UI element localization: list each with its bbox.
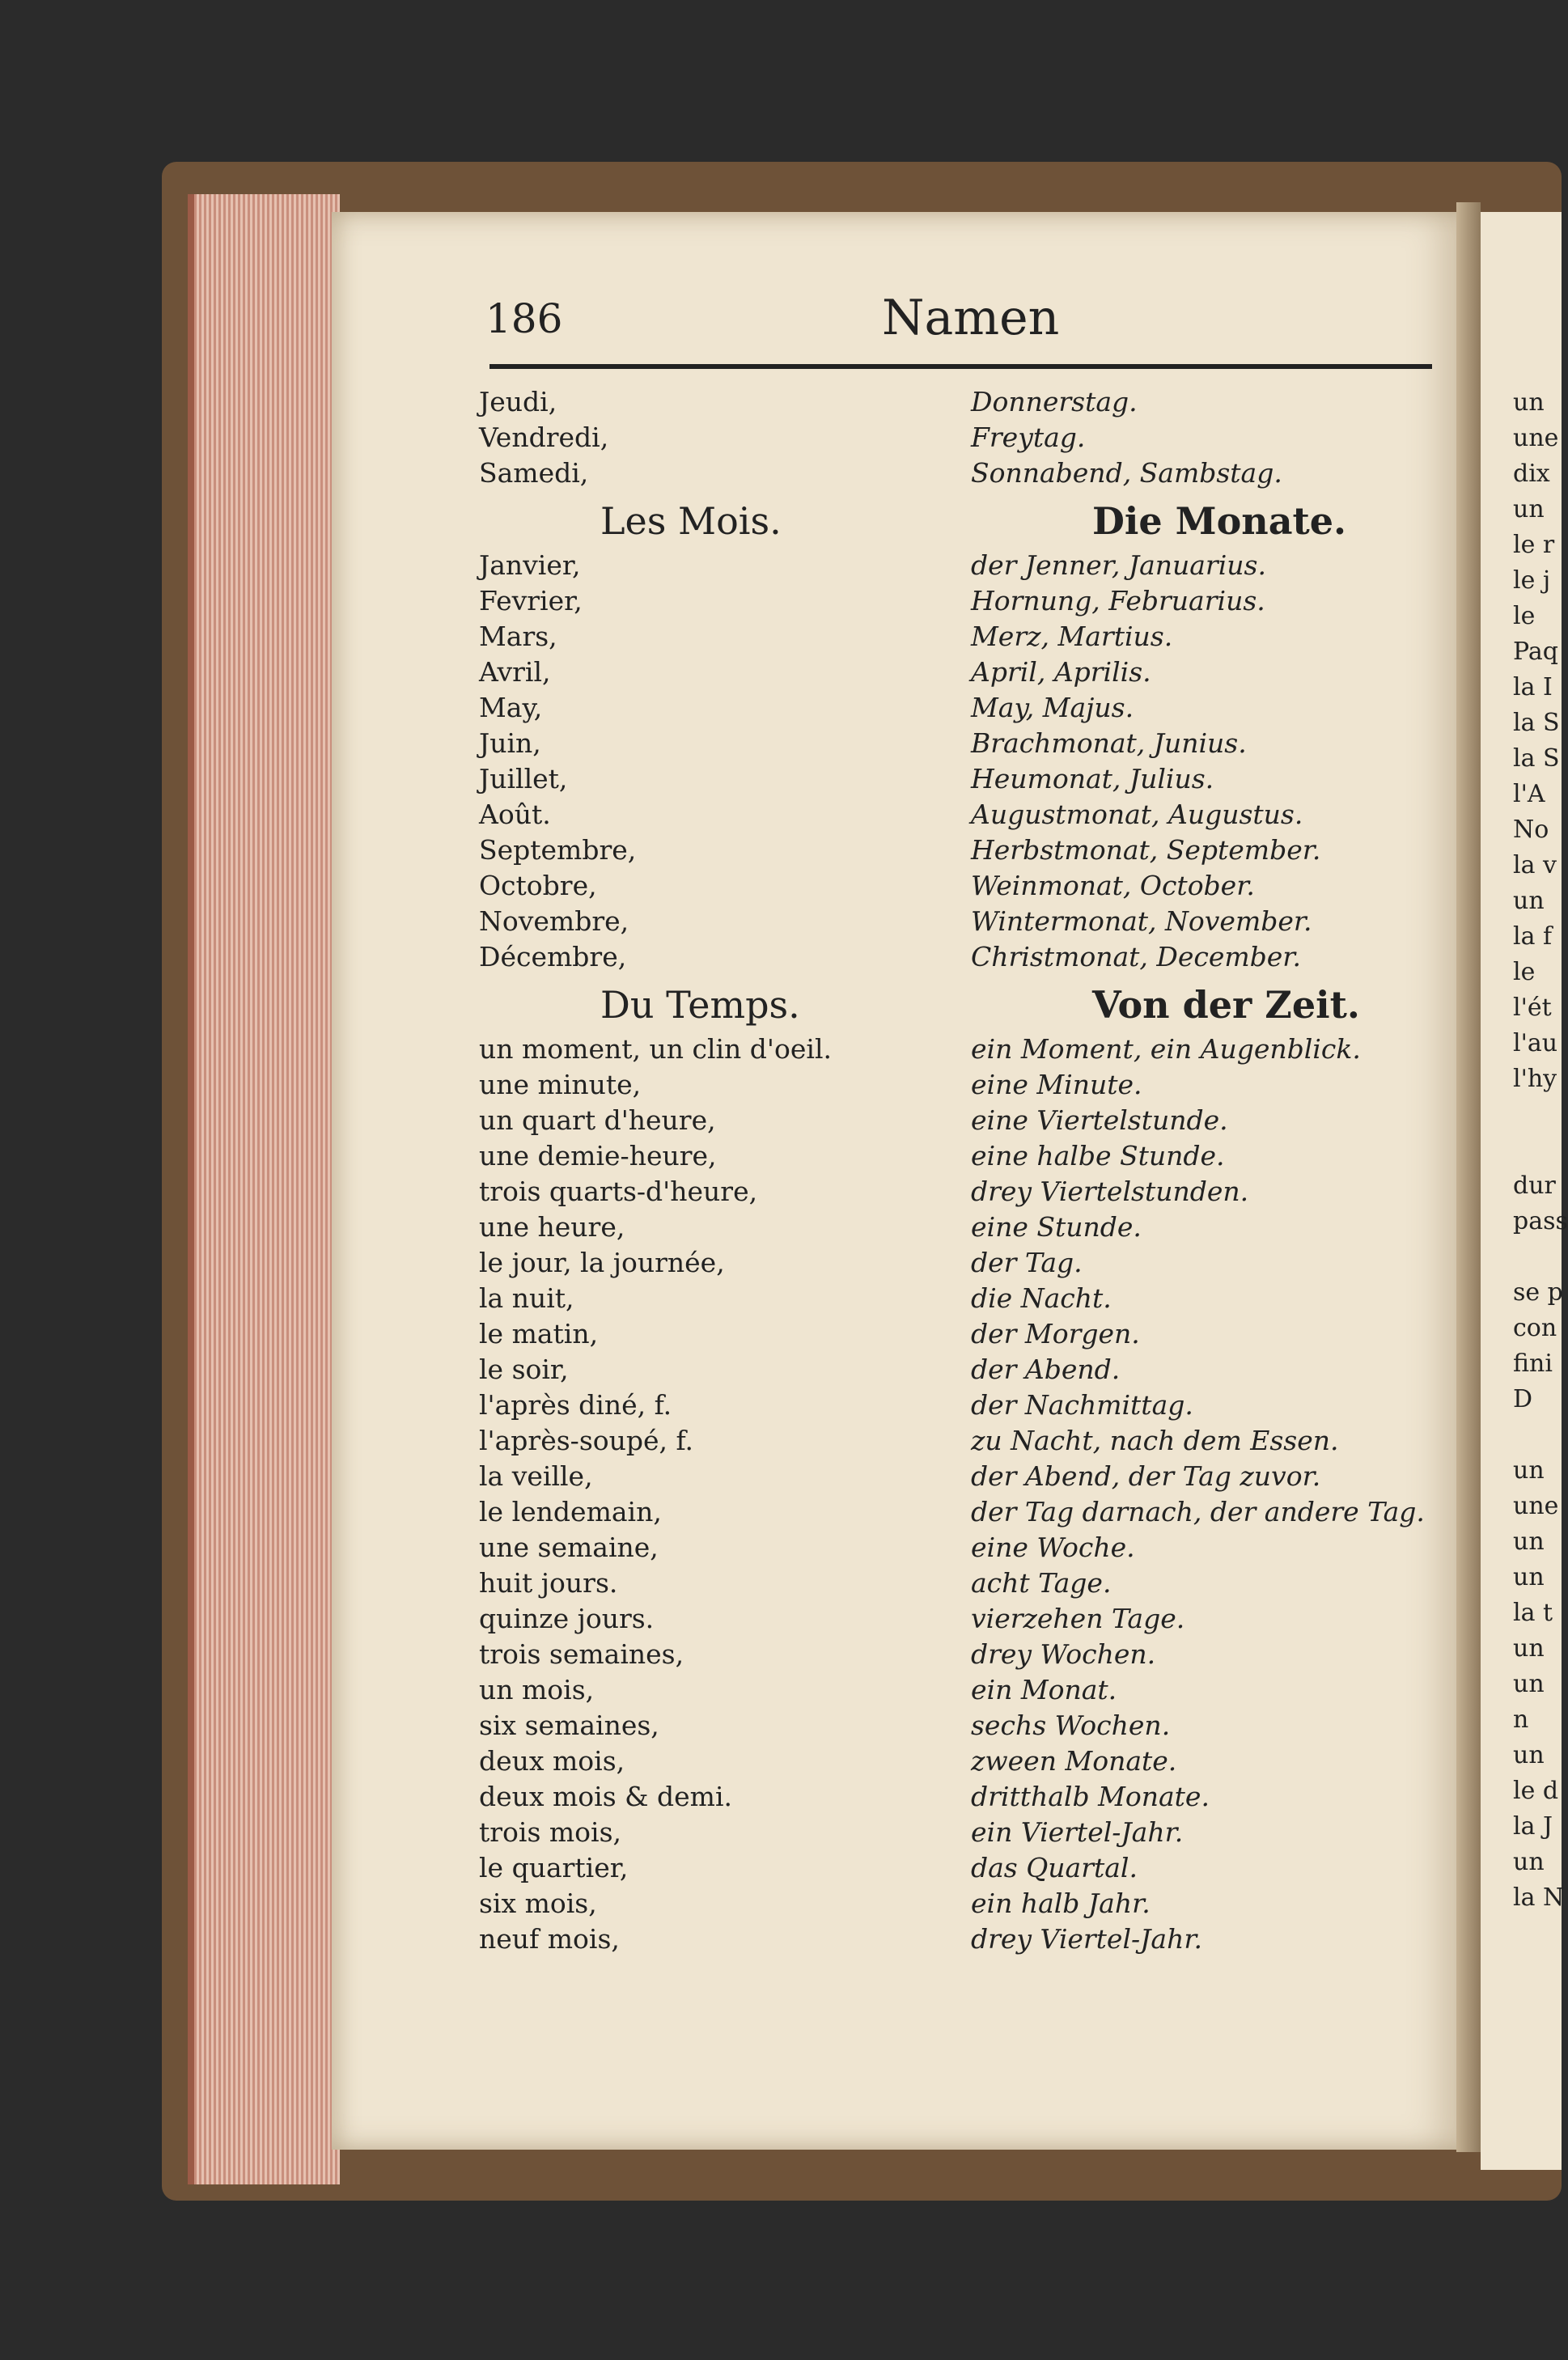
page-number: 186 xyxy=(485,295,563,342)
next-page-edge-line: No xyxy=(1513,816,1549,844)
next-page-edge-line: D xyxy=(1513,1385,1533,1413)
german-entry: der Jenner, Januarius. xyxy=(971,549,1266,581)
french-entry: quinze jours. xyxy=(479,1603,655,1634)
german-entry: Hornung, Februarius. xyxy=(971,585,1265,616)
french-entry: Mars, xyxy=(479,621,557,652)
german-entry: ein halb Jahr. xyxy=(971,1888,1151,1919)
next-page-edge-line: un xyxy=(1513,1563,1545,1591)
french-column xyxy=(479,384,932,1957)
next-page-edge-line: n xyxy=(1513,1705,1529,1734)
french-entry: une semaine, xyxy=(479,1532,659,1563)
german-column xyxy=(971,384,1440,1957)
page-edges xyxy=(188,194,340,2184)
german-entry: Christmonat, December. xyxy=(971,941,1301,972)
french-entry: Décembre, xyxy=(479,941,627,972)
german-entry: May, Majus. xyxy=(971,692,1134,723)
french-section-heading: Les Mois. xyxy=(600,499,782,543)
german-entry: das Quartal. xyxy=(971,1852,1138,1883)
german-entry: Weinmonat, October. xyxy=(971,870,1255,901)
german-entry: ein Viertel-Jahr. xyxy=(971,1816,1184,1848)
french-entry: l'après diné, f. xyxy=(479,1389,672,1421)
german-entry: sechs Wochen. xyxy=(971,1710,1171,1741)
french-section-heading: Du Temps. xyxy=(600,983,800,1027)
next-page-edge-line: le r xyxy=(1513,531,1555,559)
german-entry: zu Nacht, nach dem Essen. xyxy=(971,1425,1339,1456)
next-page-edge-line: la f xyxy=(1513,922,1553,951)
french-entry: Fevrier, xyxy=(479,585,583,616)
next-page-edge-line: un xyxy=(1513,1670,1545,1698)
german-entry: Freytag. xyxy=(971,422,1086,453)
next-page-edge-line: la S xyxy=(1513,744,1560,773)
french-entry: le matin, xyxy=(479,1318,599,1349)
german-entry: eine Viertelstunde. xyxy=(971,1104,1228,1136)
french-entry: Août. xyxy=(479,799,551,830)
gutter xyxy=(1456,202,1481,2152)
german-entry: eine Woche. xyxy=(971,1532,1135,1563)
french-entry: le quartier, xyxy=(479,1852,629,1883)
french-entry: May, xyxy=(479,692,543,723)
french-entry: la nuit, xyxy=(479,1282,574,1314)
french-entry: huit jours. xyxy=(479,1567,618,1599)
french-entry: Janvier, xyxy=(479,549,581,581)
french-entry: deux mois, xyxy=(479,1745,625,1777)
next-page-edge-line: le xyxy=(1513,602,1536,630)
german-entry: Merz, Martius. xyxy=(971,621,1173,652)
german-entry: ein Monat. xyxy=(971,1674,1117,1705)
german-entry: der Nachmittag. xyxy=(971,1389,1193,1421)
german-entry: Sonnabend, Sambstag. xyxy=(971,457,1282,489)
next-page-edge-line: un xyxy=(1513,1634,1545,1663)
french-entry: deux mois & demi. xyxy=(479,1781,733,1812)
french-entry: la veille, xyxy=(479,1460,593,1492)
next-page-edge-line: la t xyxy=(1513,1599,1553,1627)
french-entry: neuf mois, xyxy=(479,1923,620,1955)
german-entry: zween Monate. xyxy=(971,1745,1177,1777)
next-page-edge-line: la J xyxy=(1513,1812,1553,1841)
next-page-edge-line: Paq xyxy=(1513,638,1558,666)
next-page-edge-line: un xyxy=(1513,1741,1545,1769)
french-entry: le jour, la journée, xyxy=(479,1247,725,1278)
next-page-edge-line: la I xyxy=(1513,673,1553,701)
german-section-heading: Von der Zeit. xyxy=(1092,983,1360,1027)
french-entry: le soir, xyxy=(479,1354,569,1385)
next-page-edge-line: le j xyxy=(1513,566,1551,595)
french-entry: Septembre, xyxy=(479,834,637,866)
french-entry: une heure, xyxy=(479,1211,625,1243)
french-entry: un quart d'heure, xyxy=(479,1104,716,1136)
next-page-edge-line: la N xyxy=(1513,1883,1565,1912)
next-page-edge-line: l'ét xyxy=(1513,994,1552,1022)
next-page-edge-line: fini xyxy=(1513,1349,1553,1378)
german-section-heading: Die Monate. xyxy=(1092,499,1347,543)
german-entry: drey Viertelstunden. xyxy=(971,1176,1249,1207)
french-entry: trois quarts-d'heure, xyxy=(479,1176,758,1207)
next-page-edge-line: con xyxy=(1513,1314,1557,1342)
german-entry: der Abend. xyxy=(971,1354,1121,1385)
german-entry: Donnerstag. xyxy=(971,386,1138,417)
french-entry: un moment, un clin d'oeil. xyxy=(479,1033,832,1065)
french-entry: Samedi, xyxy=(479,457,589,489)
next-page-edge-line: l'A xyxy=(1513,780,1545,808)
next-page-edge-line: se p xyxy=(1513,1278,1563,1307)
header-rule xyxy=(489,364,1432,369)
german-entry: ein Moment, ein Augenblick. xyxy=(971,1033,1361,1065)
next-page-edge-line: un xyxy=(1513,1456,1545,1485)
french-entry: Novembre, xyxy=(479,905,629,937)
german-entry: acht Tage. xyxy=(971,1567,1112,1599)
german-entry: Brachmonat, Junius. xyxy=(971,727,1247,759)
next-page-edge-line: un xyxy=(1513,1527,1545,1556)
french-entry: Juin, xyxy=(479,727,541,759)
german-entry: der Tag darnach, der andere Tag. xyxy=(971,1496,1425,1527)
german-entry: der Tag. xyxy=(971,1247,1083,1278)
german-entry: eine Stunde. xyxy=(971,1211,1142,1243)
french-entry: six mois, xyxy=(479,1888,597,1919)
german-entry: dritthalb Monate. xyxy=(971,1781,1210,1812)
next-page-edge-line: un xyxy=(1513,1848,1545,1876)
french-entry: trois semaines, xyxy=(479,1638,684,1670)
german-entry: der Morgen. xyxy=(971,1318,1140,1349)
german-entry: Wintermonat, November. xyxy=(971,905,1312,937)
german-entry: der Abend, der Tag zuvor. xyxy=(971,1460,1321,1492)
german-entry: drey Viertel-Jahr. xyxy=(971,1923,1202,1955)
french-entry: un mois, xyxy=(479,1674,595,1705)
german-entry: eine halbe Stunde. xyxy=(971,1140,1225,1172)
french-entry: Juillet, xyxy=(479,763,568,794)
next-page-edge-line: la v xyxy=(1513,851,1557,879)
french-entry: le lendemain, xyxy=(479,1496,662,1527)
french-entry: trois mois, xyxy=(479,1816,622,1848)
german-entry: die Nacht. xyxy=(971,1282,1112,1314)
next-page-edge-line: l'au xyxy=(1513,1029,1558,1057)
next-page-edge-line: le xyxy=(1513,958,1536,986)
french-entry: six semaines, xyxy=(479,1710,659,1741)
next-page-edge-line: dix xyxy=(1513,460,1550,488)
german-entry: drey Wochen. xyxy=(971,1638,1156,1670)
german-entry: Heumonat, Julius. xyxy=(971,763,1214,794)
next-page-edge-line: le d xyxy=(1513,1777,1559,1805)
german-entry: April, Aprilis. xyxy=(971,656,1151,688)
french-entry: Octobre, xyxy=(479,870,597,901)
french-entry: l'après-soupé, f. xyxy=(479,1425,694,1456)
next-page-edge-line: un xyxy=(1513,388,1545,417)
next-page-edge-line: l'hy xyxy=(1513,1065,1557,1093)
french-entry: Jeudi, xyxy=(479,386,557,417)
next-page-edge-line: la S xyxy=(1513,709,1560,737)
german-entry: Augustmonat, Augustus. xyxy=(971,799,1303,830)
next-page-edge-line: une xyxy=(1513,424,1559,452)
french-entry: une minute, xyxy=(479,1069,642,1100)
running-head: Namen xyxy=(882,290,1060,346)
french-entry: Avril, xyxy=(479,656,551,688)
next-page-edge-line: pass xyxy=(1513,1207,1568,1235)
german-entry: eine Minute. xyxy=(971,1069,1142,1100)
next-page-edge-line: un xyxy=(1513,495,1545,523)
next-page-edge-line: dur xyxy=(1513,1172,1556,1200)
next-page-edge-line: un xyxy=(1513,887,1545,915)
german-entry: vierzehen Tage. xyxy=(971,1603,1185,1634)
french-entry: Vendredi, xyxy=(479,422,609,453)
french-entry: une demie-heure, xyxy=(479,1140,717,1172)
german-entry: Herbstmonat, September. xyxy=(971,834,1321,866)
next-page-edge-line: une xyxy=(1513,1492,1559,1520)
